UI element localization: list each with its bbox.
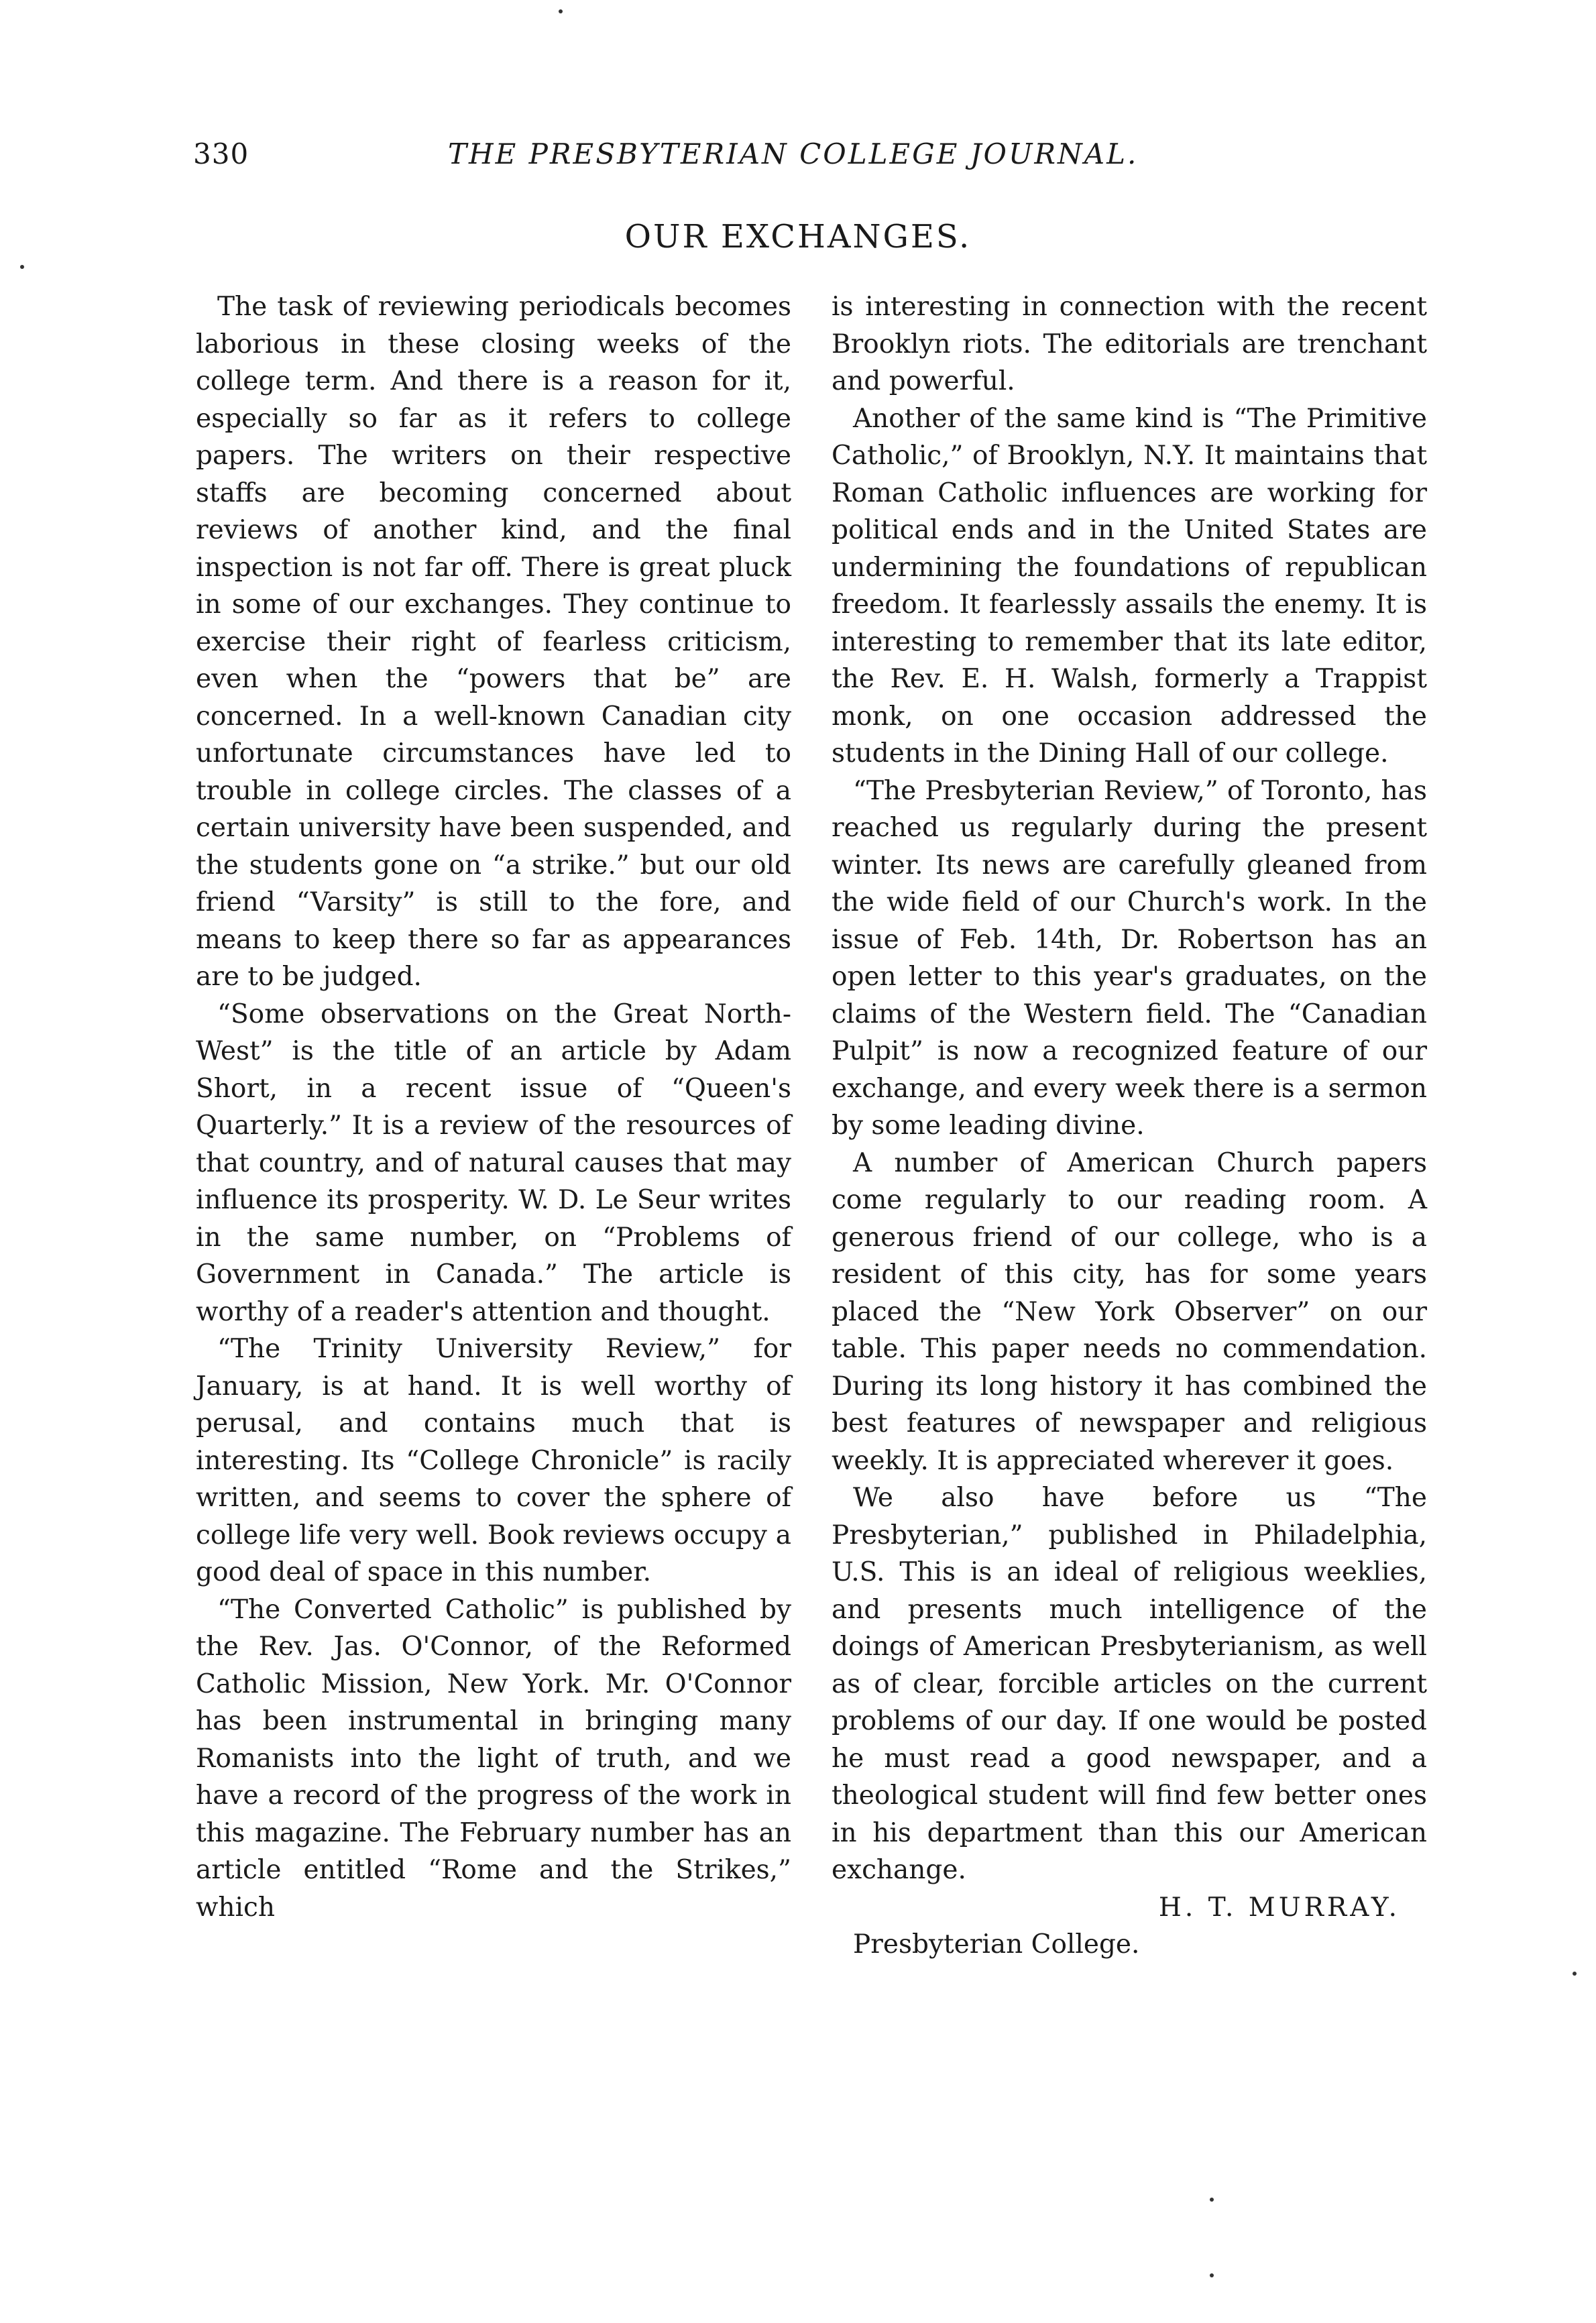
paragraph: “The Trinity University Review,” for January, is at hand. It is well worthy of perusal, and contains much that is interesting. Its “College Chronicle” is racily written, and seems to cover the sphere of college life very well. Book reviews occupy a good deal of space in this number. <box>196 1334 791 1587</box>
paragraph: A number of American Church papers come regularly to our reading room. A generous friend of our college, who is a resident of this city, has for some years placed the “New York Observer” on our table. This paper needs no commendation. During its long history it has combined the best features of newspaper and religious weekly. It is appreciated wherever it goes. <box>832 1147 1427 1476</box>
scan-speck <box>559 9 563 13</box>
right-column <box>832 288 1427 1964</box>
scan-speck <box>1210 2198 1214 2202</box>
paragraph: “The Presbyterian Review,” of Toronto, has reached us regularly during the present winter. Its news are carefully gleaned from the wide field of our Church's work. In the issue of Feb. 14th, Dr. Robertson has an open letter to this year's graduates, on the claims of the Western field. The “Canadian Pulpit” is now a recognized feature of our exchange, and every week there is a sermon by some leading divine. <box>832 775 1427 1141</box>
paragraph: The task of reviewing periodicals becomes laborious in these closing weeks of the college term. And there is a reason for it, especially so far as it refers to college papers. The writers on their respective staffs are becoming concerned about reviews of another kind, and the final inspection is not far off. There is great pluck in some of our exchanges. They continue to exercise their right of fearless criticism, even when the “powers that be” are concerned. In a well-known Canadian city unfortunate circumstances have led to trouble in college circles. The classes of a certain university have been suspended, and the students gone on “a strike.” but our old friend “Varsity” is still to the fore, and means to keep there so far as appearances are to be judged. <box>196 292 791 992</box>
continued-paragraph: is interesting in connection with the recent Brooklyn riots. The editorials are trenchant and powerful. <box>832 292 1427 396</box>
paragraph: We also have before us “The Presbyterian,” published in Philadelphia, U.S. This is an ideal of religious weeklies, and presents much intelligence of the doings of American Presbyterianism, as well as of clear, forcible articles on the current problems of our day. If one would be posted he must read a good newspaper, and a theological student will find few better ones in his department than this our American exchange. <box>832 1483 1427 1885</box>
paragraph: Another of the same kind is “The Primitive Catholic,” of Brooklyn, N.Y. It maintains that Roman Catholic influences are working for political ends and in the United States are undermining the foundations of republican freedom. It fearlessly assails the enemy. It is interesting to remember that its late editor, the Rev. E. H. Walsh, formerly a Trappist monk, on one occasion addressed the students in the Dining Hall of our college. <box>832 403 1427 769</box>
paragraph: “The Converted Catholic” is published by the Rev. Jas. O'Connor, of the Reformed Catholic Mission, New York. Mr. O'Connor has been instrumental in bringing many Romanists into the light of truth, and we have a record of the progress of the work in this magazine. The February number has an article entitled “Rome and the Strikes,” which <box>196 1594 791 1923</box>
left-column <box>196 288 791 1926</box>
running-title: THE PRESBYTERIAN COLLEGE JOURNAL. <box>448 137 1139 170</box>
page-number: 330 <box>193 137 249 170</box>
page-header <box>193 137 1186 184</box>
author-signature: H. T. MURRAY. <box>1158 1892 1400 1923</box>
scan-speck <box>1573 1972 1577 1976</box>
scan-speck <box>1210 2273 1214 2277</box>
section-title: OUR EXCHANGES. <box>624 218 972 256</box>
paragraph: “Some observations on the Great North-West” is the title of an article by Adam Short, in a recent issue of “Queen's Quarterly.” It is a review of the resources of that country, and of natural causes that may influence its prosperity. W. D. Le Seur writes in the same number, on “Problems of Government in Canada.” The article is worthy of a reader's attention and thought. <box>196 999 791 1327</box>
author-affiliation: Presbyterian College. <box>853 1929 1140 1960</box>
scan-speck <box>20 265 24 269</box>
